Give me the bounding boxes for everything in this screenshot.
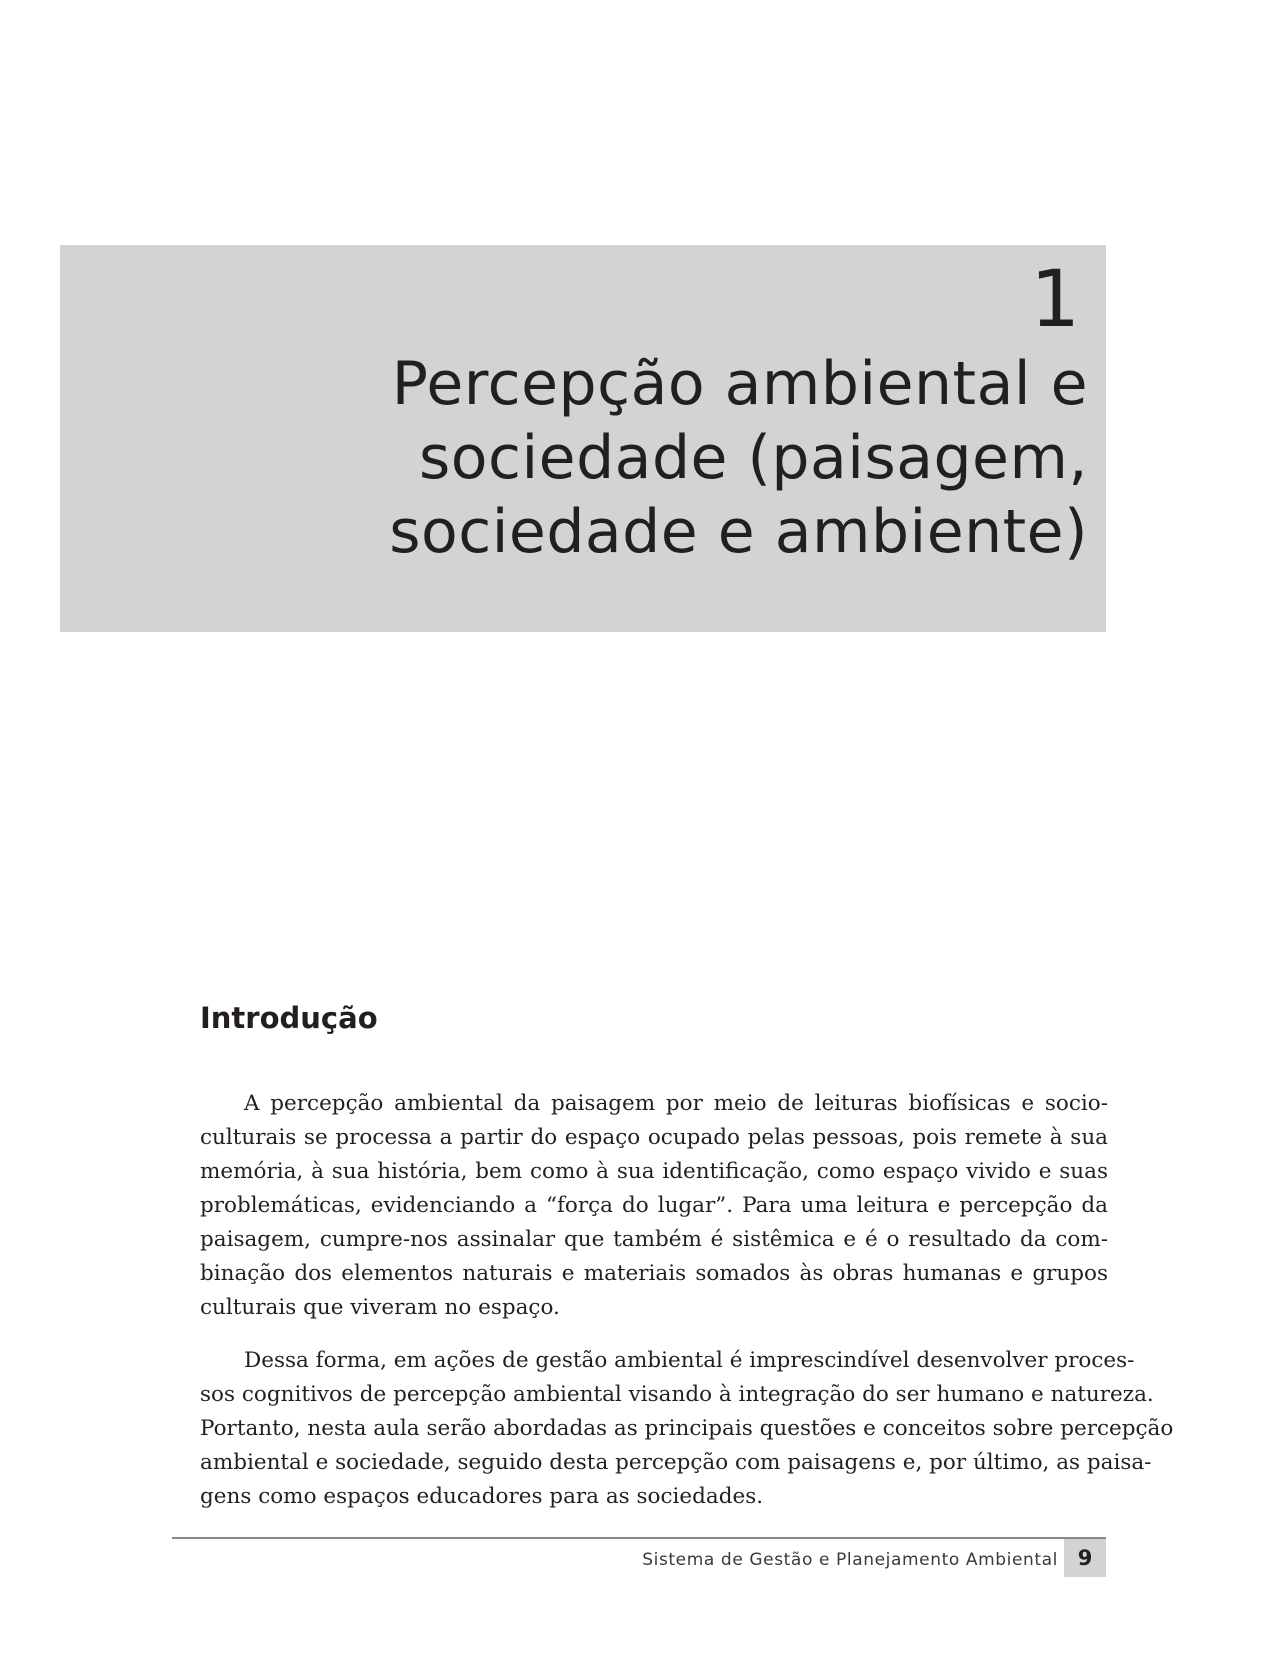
section-heading: Introdução <box>200 1001 378 1035</box>
footer-divider <box>172 1537 1106 1539</box>
paragraph <box>200 1344 1174 1514</box>
chapter-title-line: sociedade (paisagem, <box>419 423 1088 493</box>
page-number-box <box>1064 1539 1106 1577</box>
paragraph <box>200 1087 1108 1325</box>
chapter-title <box>328 347 1088 569</box>
paragraph-line: Portanto, nesta aula serão abordadas as principais questões e conceitos sobre percepção <box>200 1416 1174 1441</box>
paragraph-line: Dessa forma, em ações de gestão ambiental é imprescindível desenvolver proces- <box>244 1348 1135 1373</box>
page-number: 9 <box>1077 1546 1093 1570</box>
paragraph-line: culturais que viveram no espaço. <box>200 1295 560 1320</box>
paragraph-line: ambiental e sociedade, seguido desta percepção com paisagens e, por último, as paisa- <box>200 1450 1152 1475</box>
chapter-title-line: Percepção ambiental e <box>391 349 1088 419</box>
paragraph-line: binação dos elementos naturais e materiais somados às obras humanas e grupos <box>200 1261 1108 1286</box>
paragraph-line: paisagem, cumpre-nos assinalar que também é sistêmica e é o resultado da com- <box>200 1227 1108 1252</box>
chapter-number: 1 <box>1030 255 1080 345</box>
paragraph-line: problemáticas, evidenciando a “força do lugar”. Para uma leitura e percepção da <box>200 1193 1108 1218</box>
footer-book-title: Sistema de Gestão e Planejamento Ambiental <box>642 1550 1058 1570</box>
chapter-header-box <box>60 245 1106 632</box>
paragraph-line: A percepção ambiental da paisagem por meio de leituras biofísicas e socio- <box>244 1091 1108 1116</box>
paragraph-line: sos cognitivos de percepção ambiental visando à integração do ser humano e natureza. <box>200 1382 1154 1407</box>
paragraph-line: culturais se processa a partir do espaço ocupado pelas pessoas, pois remete à sua <box>200 1125 1108 1150</box>
paragraph-line: gens como espaços educadores para as sociedades. <box>200 1484 764 1509</box>
chapter-title-line: sociedade e ambiente) <box>389 497 1088 567</box>
paragraph-line: memória, à sua história, bem como à sua identificação, como espaço vivido e suas <box>200 1159 1108 1184</box>
